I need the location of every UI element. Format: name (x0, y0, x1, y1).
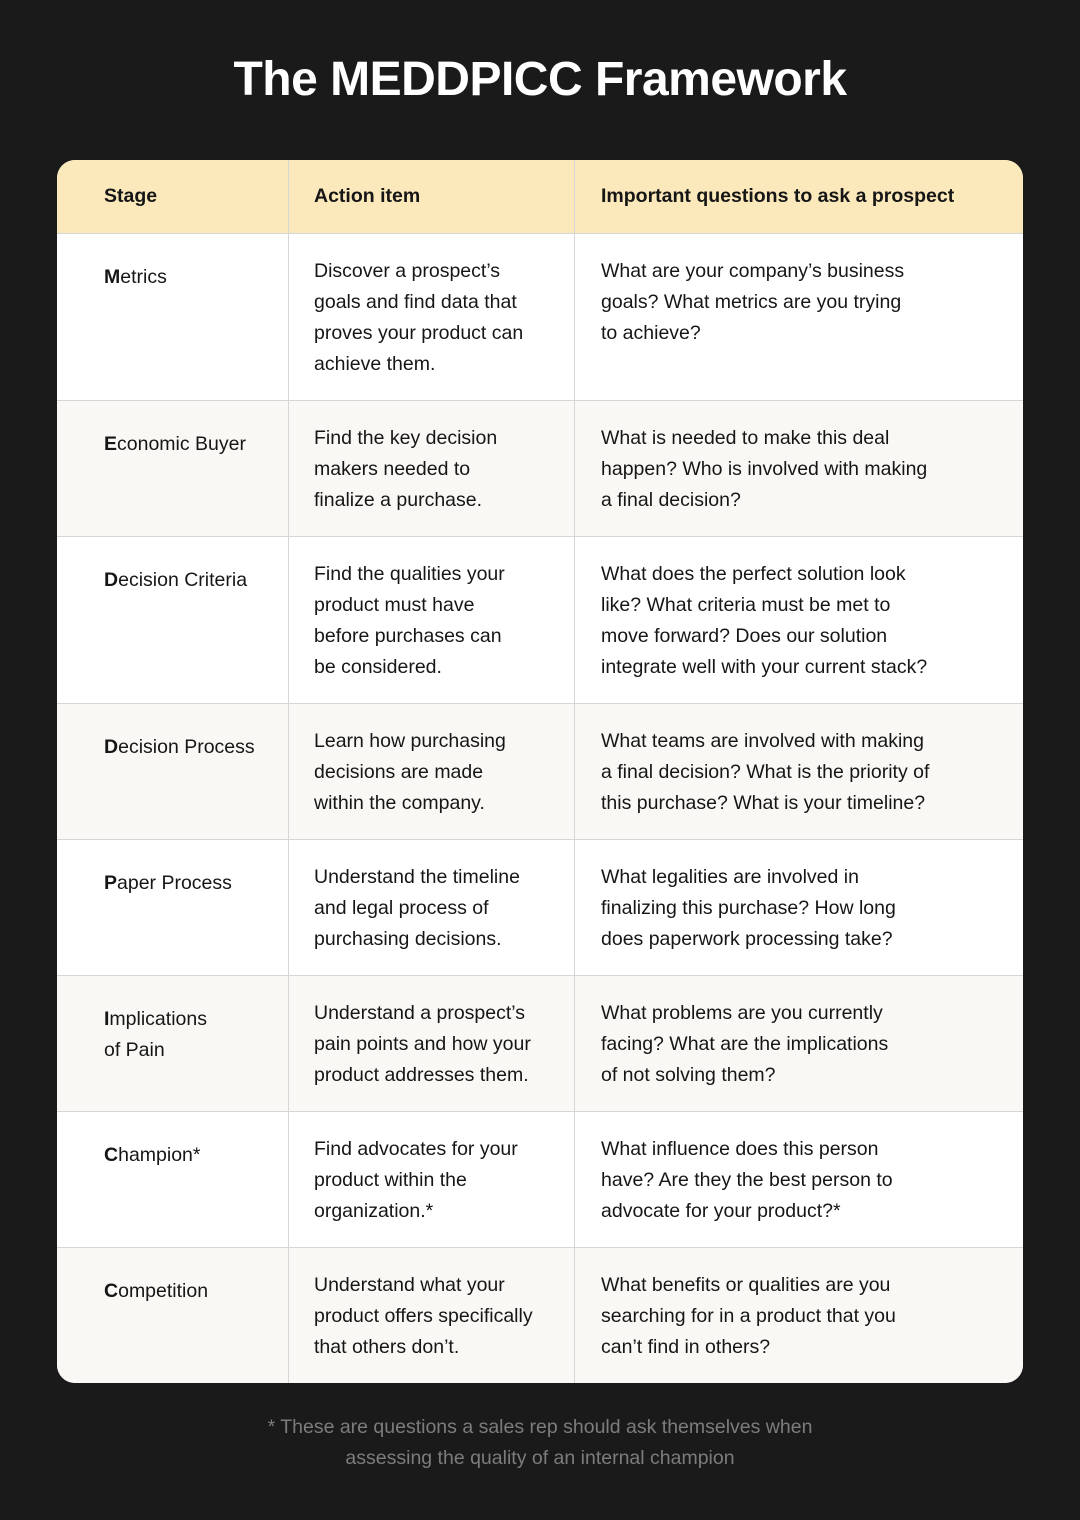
action-item-cell (288, 1112, 574, 1247)
questions-cell-line: a final decision? (601, 489, 741, 511)
action-item-cell-line: be considered. (314, 656, 442, 678)
action-item-cell (288, 704, 574, 839)
action-item-cell-line: Learn how purchasing (314, 730, 506, 752)
action-item-cell-line: product must have (314, 594, 475, 616)
stage-name-line-2: of Pain (104, 1039, 165, 1061)
stage-cell (57, 537, 288, 703)
action-item-cell-line: finalize a purchase. (314, 489, 483, 511)
action-item-cell-line: before purchases can (314, 625, 502, 647)
questions-cell-line: can’t find in others? (601, 1336, 771, 1358)
action-item-cell-line: Discover a prospect’s (314, 260, 501, 282)
table-row (57, 400, 1023, 536)
questions-cell-line: does paperwork processing take? (601, 928, 893, 950)
table-body (57, 233, 1023, 1383)
table-row (57, 1247, 1023, 1383)
stage-name: etrics (120, 266, 167, 288)
header-action-item: Action item (288, 160, 574, 233)
stage-initial: I (104, 1008, 110, 1030)
questions-cell-line: have? Are they the best person to (601, 1169, 893, 1191)
stage-cell (57, 401, 288, 536)
stage-initial: C (104, 1144, 119, 1166)
action-item-cell-line: product addresses them. (314, 1064, 529, 1086)
action-item-cell-line: organization.* (314, 1200, 434, 1222)
questions-cell (574, 401, 1023, 536)
questions-cell-line: What legalities are involved in (601, 866, 859, 888)
stage-cell (57, 840, 288, 975)
meddpicc-table (57, 160, 1023, 1383)
table-row (57, 233, 1023, 400)
stage-initial: D (104, 736, 119, 758)
stage-name: ecision Process (118, 736, 255, 758)
table-row (57, 703, 1023, 839)
questions-cell-line: What does the perfect solution look (601, 563, 906, 585)
action-item-cell-line: and legal process of (314, 897, 489, 919)
questions-cell-line: searching for in a product that you (601, 1305, 896, 1327)
questions-cell-line: to achieve? (601, 322, 701, 344)
questions-cell-line: happen? Who is involved with making (601, 458, 928, 480)
action-item-cell-line: pain points and how your (314, 1033, 531, 1055)
questions-cell-line: What teams are involved with making (601, 730, 924, 752)
action-item-cell-line: that others don’t. (314, 1336, 460, 1358)
action-item-cell-line: proves your product can (314, 322, 524, 344)
questions-cell-line: advocate for your product?* (601, 1200, 841, 1222)
footnote (0, 1412, 1080, 1474)
stage-name: mplications (109, 1008, 207, 1030)
questions-cell-line: What are your company’s business (601, 260, 905, 282)
action-item-cell (288, 840, 574, 975)
table-row (57, 536, 1023, 703)
questions-cell (574, 840, 1023, 975)
action-item-cell (288, 1248, 574, 1383)
questions-cell-line: What influence does this person (601, 1138, 879, 1160)
stage-name: ecision Criteria (118, 569, 248, 591)
action-item-cell-line: Understand a prospect’s (314, 1002, 526, 1024)
stage-cell (57, 1112, 288, 1247)
questions-cell-line: What problems are you currently (601, 1002, 883, 1024)
table-row (57, 1111, 1023, 1247)
stage-name: conomic Buyer (117, 433, 246, 455)
questions-cell (574, 704, 1023, 839)
table-row (57, 975, 1023, 1111)
questions-cell-line: of not solving them? (601, 1064, 776, 1086)
action-item-cell-line: achieve them. (314, 353, 436, 375)
action-item-cell-line: product within the (314, 1169, 467, 1191)
questions-cell (574, 1248, 1023, 1383)
stage-initial: M (104, 266, 121, 288)
questions-cell-line: What is needed to make this deal (601, 427, 890, 449)
action-item-cell-line: Understand what your (314, 1274, 505, 1296)
questions-cell (574, 1112, 1023, 1247)
questions-cell (574, 537, 1023, 703)
questions-cell (574, 234, 1023, 400)
stage-name: hampion* (118, 1144, 201, 1166)
action-item-cell (288, 401, 574, 536)
action-item-cell-line: product offers specifically (314, 1305, 533, 1327)
action-item-cell-line: purchasing decisions. (314, 928, 502, 950)
stage-cell (57, 1248, 288, 1383)
table-row (57, 839, 1023, 975)
stage-initial: D (104, 569, 119, 591)
questions-cell-line: finalizing this purchase? How long (601, 897, 896, 919)
action-item-cell-line: Find advocates for your (314, 1138, 518, 1160)
questions-cell (574, 976, 1023, 1111)
questions-cell-line: integrate well with your current stack? (601, 656, 928, 678)
action-item-cell-line: makers needed to (314, 458, 471, 480)
action-item-cell (288, 537, 574, 703)
footnote-line-1: * These are questions a sales rep should ask themselves when (267, 1416, 813, 1438)
action-item-cell-line: Find the key decision (314, 427, 498, 449)
questions-cell-line: a final decision? What is the priority of (601, 761, 930, 783)
stage-cell (57, 234, 288, 400)
stage-cell (57, 976, 288, 1111)
questions-cell-line: facing? What are the implications (601, 1033, 889, 1055)
action-item-cell-line: goals and find data that (314, 291, 517, 313)
action-item-cell-line: decisions are made (314, 761, 484, 783)
stage-initial: P (104, 872, 118, 894)
footnote-line-2: assessing the quality of an internal champion (345, 1447, 735, 1469)
action-item-cell (288, 234, 574, 400)
stage-initial: E (104, 433, 118, 455)
table-header-row (57, 160, 1023, 233)
questions-cell-line: move forward? Does our solution (601, 625, 888, 647)
header-questions: Important questions to ask a prospect (574, 160, 1023, 233)
questions-cell-line: this purchase? What is your timeline? (601, 792, 926, 814)
stage-cell (57, 704, 288, 839)
stage-initial: C (104, 1280, 119, 1302)
action-item-cell-line: Understand the timeline (314, 866, 520, 888)
questions-cell-line: goals? What metrics are you trying (601, 291, 902, 313)
page-title: The MEDDPICC Framework (233, 53, 847, 106)
questions-cell-line: What benefits or qualities are you (601, 1274, 891, 1296)
stage-name: ompetition (118, 1280, 209, 1302)
action-item-cell (288, 976, 574, 1111)
questions-cell-line: like? What criteria must be met to (601, 594, 891, 616)
action-item-cell-line: within the company. (314, 792, 485, 814)
stage-name: aper Process (117, 872, 232, 894)
header-stage: Stage (104, 185, 158, 207)
action-item-cell-line: Find the qualities your (314, 563, 505, 585)
